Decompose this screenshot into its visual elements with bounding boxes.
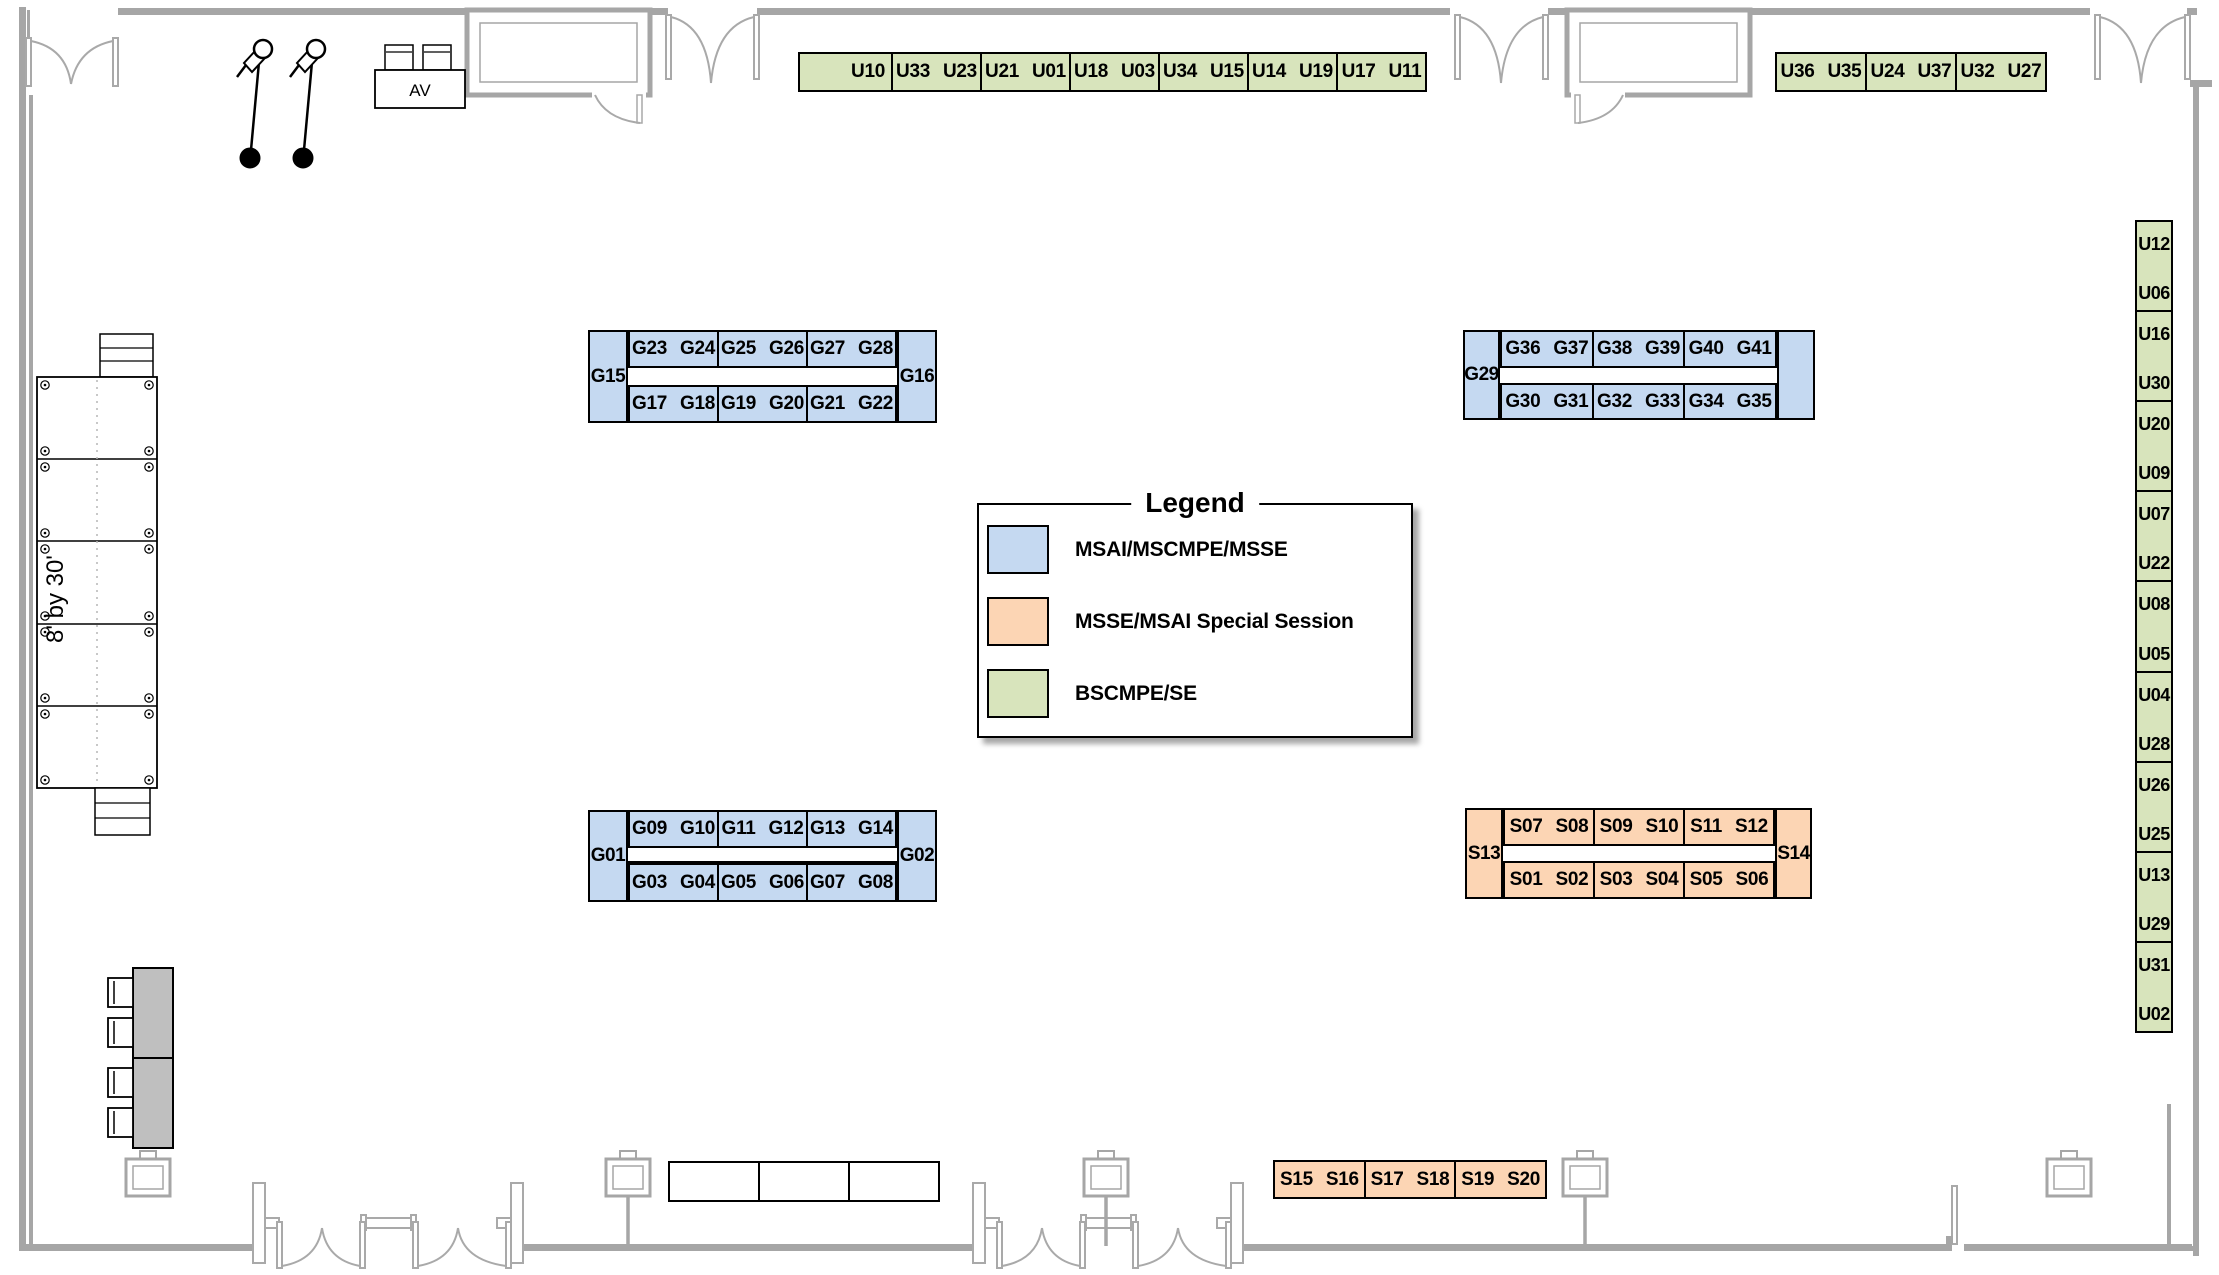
closet-right — [1567, 10, 1750, 123]
legend-swatch-grad — [987, 525, 1049, 574]
wall-fixture — [606, 1151, 650, 1196]
booth-cell: U36 U35 — [1775, 52, 1867, 92]
booth-label: U20 — [2138, 414, 2170, 435]
stage-size-label: 8' by 30' — [42, 555, 69, 643]
booth-cell: G40 G41 — [1683, 330, 1777, 368]
booth-endcap: S14 — [1775, 808, 1812, 899]
booth-cell: S15 S16 — [1273, 1160, 1366, 1199]
av-label: AV — [409, 81, 431, 100]
booth-cell: G13 G14 — [806, 810, 897, 848]
door-top-center-right — [1455, 15, 1548, 83]
booth-cell: G17 G18 — [628, 385, 719, 423]
booth-cell: S07 S08 — [1503, 808, 1595, 846]
booth-label: U08 — [2138, 594, 2170, 615]
booth-cell — [2135, 761, 2173, 853]
booth-cell — [2135, 490, 2173, 582]
legend-item — [987, 669, 1403, 718]
bottom-tables — [669, 1162, 939, 1201]
legend-swatch-undergrad — [987, 669, 1049, 718]
booth-column-right — [2135, 220, 2173, 1033]
booth-cell: G09 G10 — [628, 810, 719, 848]
booth-cell: U32 U27 — [1955, 52, 2047, 92]
booth-cell: S03 S04 — [1593, 861, 1685, 899]
booth-cell: U21 U01 — [980, 52, 1071, 92]
booth-block-g-northwest — [588, 330, 937, 423]
wall-fixture — [126, 1151, 170, 1196]
booth-label: U05 — [2138, 643, 2170, 664]
booth-label: U09 — [2138, 463, 2170, 484]
booth-block-s-southeast — [1465, 808, 1812, 899]
booth-cell: U17 U11 — [1336, 52, 1427, 92]
stage-stairs-top — [100, 334, 153, 377]
booth-row — [1503, 808, 1775, 846]
booth-cell: U14 U19 — [1247, 52, 1338, 92]
booth-cell: G25 G26 — [717, 330, 808, 368]
av-table — [375, 45, 465, 108]
booth-endcap: G02 — [897, 810, 937, 902]
booth-cell: U10 — [798, 52, 893, 92]
booth-label: U16 — [2138, 324, 2170, 345]
door-top-left — [26, 38, 118, 86]
booth-cell — [2135, 851, 2173, 943]
booth-cell: U18 U03 — [1069, 52, 1160, 92]
booth-cell: S19 S20 — [1454, 1160, 1547, 1199]
booth-cell: G11 G12 — [717, 810, 808, 848]
legend-item — [987, 525, 1403, 574]
microphone-icon — [290, 40, 325, 168]
booth-label: U26 — [2138, 774, 2170, 795]
booth-label: U06 — [2138, 283, 2170, 304]
booth-cell: G05 G06 — [717, 863, 808, 902]
booth-cell: G38 G39 — [1592, 330, 1686, 368]
booth-cell: S17 S18 — [1364, 1160, 1457, 1199]
booth-cell: G34 G35 — [1683, 383, 1777, 420]
booth-label: U04 — [2138, 684, 2170, 705]
booth-label: U31 — [2138, 954, 2170, 975]
booth-cell: S09 S10 — [1593, 808, 1685, 846]
booth-row-bottom — [1273, 1160, 1547, 1199]
service-tables — [108, 968, 173, 1148]
booth-cell: G23 G24 — [628, 330, 719, 368]
booth-endcap: G15 — [588, 330, 628, 423]
booth-cell: G32 G33 — [1592, 383, 1686, 420]
legend-label: MSAI/MSCMPE/MSSE — [1075, 537, 1288, 561]
booth-row — [1503, 861, 1775, 899]
booth-label: U02 — [2138, 1003, 2170, 1024]
booth-label: U13 — [2138, 864, 2170, 885]
booth-cell: S11 S12 — [1683, 808, 1775, 846]
booth-cell: G21 G22 — [806, 385, 897, 423]
legend-item — [987, 597, 1403, 646]
booth-label: U25 — [2138, 823, 2170, 844]
booth-cell: G27 G28 — [806, 330, 897, 368]
booth-endcap: G29 — [1463, 330, 1500, 420]
door-top-right — [2095, 15, 2190, 83]
wall-fixtures — [126, 1151, 2091, 1246]
booth-row — [1500, 330, 1777, 368]
booth-endcap: G16 — [897, 330, 937, 423]
booth-label: U22 — [2138, 553, 2170, 574]
legend — [977, 487, 1413, 738]
booth-cell: G19 G20 — [717, 385, 808, 423]
wall-fixture — [1084, 1151, 1128, 1196]
booth-label: U30 — [2138, 373, 2170, 394]
booth-row — [628, 810, 897, 848]
booth-block-g-northeast — [1463, 330, 1815, 420]
booth-cell: U34 U15 — [1158, 52, 1249, 92]
door-top-center-left — [666, 15, 759, 83]
booth-cell: S01 S02 — [1503, 861, 1595, 899]
booth-endcap: S13 — [1465, 808, 1503, 899]
booth-cell: G36 G37 — [1500, 330, 1594, 368]
door-bottom-right — [1946, 1186, 1957, 1244]
booth-label: U28 — [2138, 733, 2170, 754]
closet-left — [467, 10, 650, 123]
booth-row-top-center — [798, 52, 1427, 92]
booth-label: U29 — [2138, 913, 2170, 934]
booth-row — [628, 385, 897, 423]
booth-endcap: G01 — [588, 810, 628, 902]
booth-cell — [2135, 941, 2173, 1033]
booth-row — [628, 330, 897, 368]
booth-cell — [2135, 310, 2173, 402]
booth-row — [628, 863, 897, 902]
booth-cell — [2135, 400, 2173, 492]
stage — [37, 334, 157, 835]
booth-endcap — [1777, 330, 1815, 420]
vestibule-doors-southwest — [253, 1183, 523, 1268]
legend-swatch-special-session — [987, 597, 1049, 646]
booth-cell — [2135, 220, 2173, 312]
booth-cell: G07 G08 — [806, 863, 897, 902]
legend-label: MSSE/MSAI Special Session — [1075, 609, 1354, 633]
booth-cell: S05 S06 — [1683, 861, 1775, 899]
booth-cell: U24 U37 — [1865, 52, 1957, 92]
legend-label: BSCMPE/SE — [1075, 681, 1197, 705]
booth-cell — [2135, 671, 2173, 763]
microphone-icon — [237, 40, 272, 168]
booth-cell: G03 G04 — [628, 863, 719, 902]
booth-row-top-right — [1775, 52, 2047, 92]
booth-block-g-southwest — [588, 810, 937, 902]
wall-fixture — [1563, 1151, 1607, 1196]
booth-cell: G30 G31 — [1500, 383, 1594, 420]
booth-row — [1500, 383, 1777, 420]
booth-label: U07 — [2138, 504, 2170, 525]
booth-label: U12 — [2138, 234, 2170, 254]
booth-cell — [2135, 580, 2173, 672]
booth-cell: U33 U23 — [891, 52, 982, 92]
stage-stairs-bottom — [95, 788, 150, 835]
wall-fixture — [2047, 1151, 2091, 1196]
legend-title: Legend — [1131, 487, 1259, 519]
